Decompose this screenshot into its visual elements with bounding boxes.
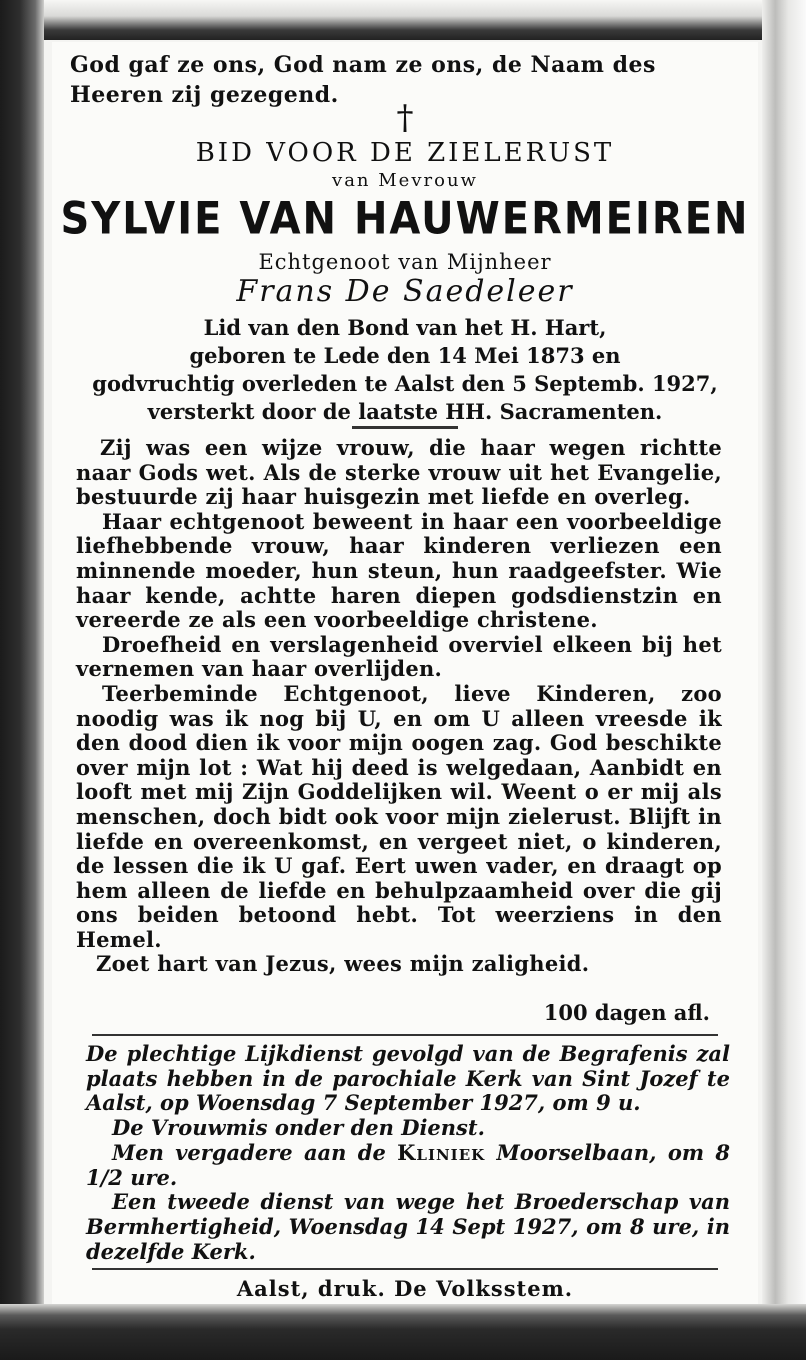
info-sacraments: versterkt door de laatste HH. Sacramenten. bbox=[147, 399, 663, 424]
divider bbox=[92, 1268, 718, 1270]
cross-icon: † bbox=[396, 98, 414, 138]
eulogy-paragraph: Zij was een wijze vrouw, die haar wegen richtte naar Gods wet. Als de sterke vrouw uit het Evangelie, bestuurde zij haar huisgezin met liefde en overleg. bbox=[76, 435, 722, 510]
gathering-place: Kliniek bbox=[397, 1139, 486, 1165]
closing-prayer: Zoet hart van Jezus, wees mijn zaligheid. bbox=[96, 951, 590, 977]
scan-border-bottom bbox=[0, 1304, 806, 1360]
printer-imprint: Aalst, druk. De Volksstem. bbox=[236, 1276, 574, 1301]
eulogy-paragraph: Teerbeminde Echtgenoot, lieve Kinderen, zoo noodig was ik nog bij U, en om U alleen vreesde ik den dood dien ik voor mijn oogen zag. God beschikte over mijn lot : Wat hij deed is welgedaan, Aanbidt en looft met mij Zijn Goddelijken wil. Weent o er mij als menschen, doch bidt ook voor mijn zielerust. Blijft in liefde en overeenkomst, en vergeet niet, o kinderen, de lessen die ik U gaf. Eert uwen vader, en draagt op hem alleen de liefde en behulpzaamheid over die gij ons beiden betoond hebt. Tot weerziens in den Hemel. bbox=[76, 680, 722, 952]
gathering-text-end: Moorselbaan, om 8 1/2 ure. bbox=[86, 1139, 730, 1190]
eulogy-text bbox=[76, 436, 722, 977]
prayer-heading: BID VOOR DE ZIELERUST bbox=[195, 138, 615, 168]
biographical-info bbox=[52, 314, 758, 426]
spouse-intro: Echtgenoot van Mijnheer bbox=[258, 250, 552, 274]
spouse-name: Frans De Saedeleer bbox=[236, 274, 574, 309]
eulogy-paragraph: Haar echtgenoot beweent in haar een voorbeeldige liefhebbende vrouw, haar kinderen verliezen een minnende moeder, hun steun, hun raadgeefster. Wie haar kende, achtte haren diepen godsdienstzin en vereerde ze als een voorbeeldige christene. bbox=[76, 508, 722, 633]
scan-border-left bbox=[0, 0, 44, 1360]
divider bbox=[92, 1034, 718, 1036]
funeral-paragraph bbox=[86, 1141, 730, 1190]
info-death: godvruchtig overleden te Aalst den 5 Septemb. 1927, bbox=[92, 371, 718, 396]
deceased-name: SYLVIE VAN HAUWERMEIREN bbox=[60, 193, 750, 245]
funeral-paragraph: De Vrouwmis onder den Dienst. bbox=[112, 1115, 485, 1141]
scan-border-top bbox=[0, 0, 806, 40]
gathering-text: Men vergadere aan de bbox=[112, 1139, 386, 1165]
info-membership: Lid van den Bond van het H. Hart, bbox=[203, 315, 607, 340]
info-birth: geboren te Lede den 14 Mei 1873 en bbox=[189, 343, 621, 368]
funeral-paragraph: De plechtige Lijkdienst gevolgd van de Begrafenis zal plaats hebben in de parochiale Kerk van Sint Jozef te Aalst, op Woensdag 7 September 1927, om 9 u. bbox=[86, 1041, 730, 1116]
funeral-notice bbox=[86, 1042, 730, 1264]
divider-short bbox=[352, 426, 458, 429]
funeral-paragraph: Een tweede dienst van wege het Broederschap van Bermhertigheid, Woensdag 14 Sept 1927, om 8 ure, in dezelfde Kerk. bbox=[86, 1189, 730, 1264]
eulogy-paragraph: Droefheid en verslagenheid overviel elkeen bij het vernemen van haar overlijden. bbox=[76, 631, 722, 682]
prayer-heading-sub: van Mevrouw bbox=[332, 170, 478, 191]
motto: God gaf ze ons, God nam ze ons, de Naam des Heeren zij gezegend. bbox=[70, 52, 656, 108]
memorial-card bbox=[52, 42, 758, 1304]
indulgence-note: 100 dagen afl. bbox=[543, 1000, 710, 1025]
scan-border-right bbox=[762, 0, 806, 1360]
